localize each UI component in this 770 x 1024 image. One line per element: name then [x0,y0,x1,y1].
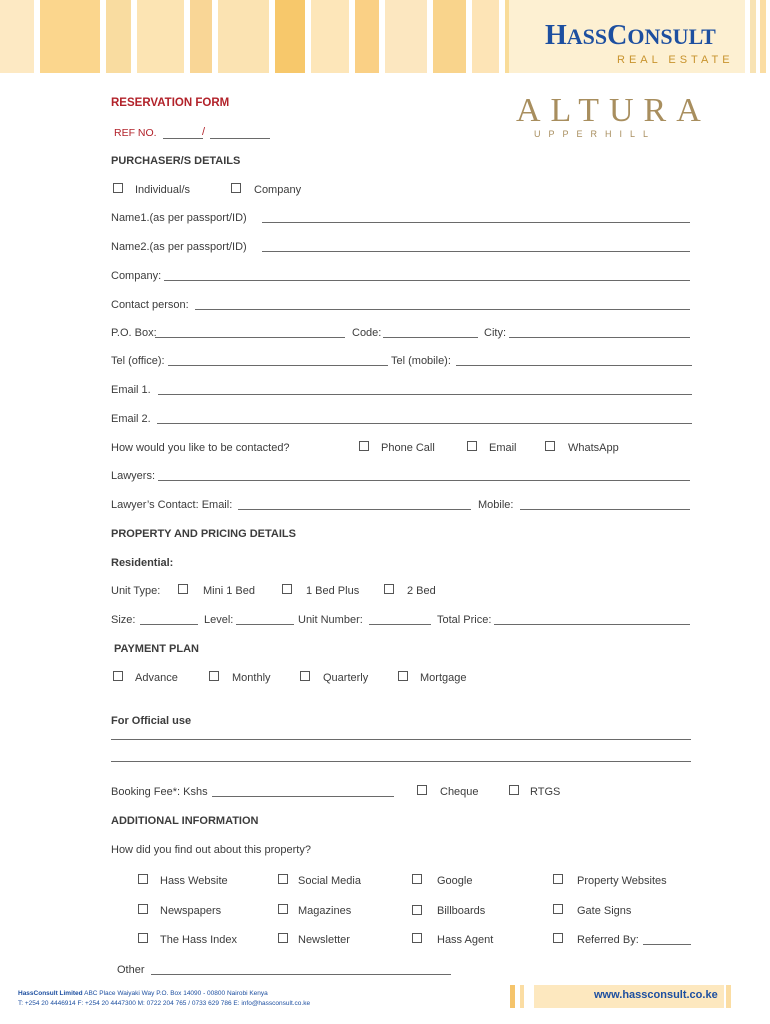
name2-label: Name2.(as per passport/ID) [111,241,247,253]
header-stripe [218,0,269,73]
whatsapp-label: WhatsApp [568,442,619,454]
property-websites-label: Property Websites [577,875,667,887]
cheque-checkbox[interactable] [417,785,427,795]
contact-question: How would you like to be contacted? [111,442,290,454]
tel-mobile-label: Tel (mobile): [391,355,451,367]
2-bed-label: 2 Bed [407,585,436,597]
size-label: Size: [111,614,136,626]
quarterly-checkbox[interactable] [300,671,310,681]
newsletter-checkbox[interactable] [278,933,288,943]
ref-field-2[interactable] [210,138,270,139]
contact-person-label: Contact person: [111,299,189,311]
code-field[interactable] [383,337,478,338]
purchaser-heading: PURCHASER/S DETAILS [111,155,241,167]
footer-stripe [726,985,731,1008]
city-field[interactable] [509,337,690,338]
find-out-question: How did you find out about this property? [111,844,311,856]
code-label: Code: [352,327,382,339]
magazines-checkbox[interactable] [278,904,288,914]
newspapers-checkbox[interactable] [138,904,148,914]
footer-stripe [510,985,515,1008]
residential-heading: Residential: [111,557,174,569]
ref-separator: / [202,126,206,138]
payment-heading: PAYMENT PLAN [114,643,199,655]
gate-signs-label: Gate Signs [577,905,632,917]
hass-website-label: Hass Website [160,875,228,887]
lawyer-mobile-field[interactable] [520,509,690,510]
unit-type-label: Unit Type: [111,585,161,597]
tel-office-field[interactable] [168,365,388,366]
header-stripes [0,0,505,73]
gate-signs-checkbox[interactable] [553,904,563,914]
mini-1-bed-label: Mini 1 Bed [203,585,255,597]
phone-call-label: Phone Call [381,442,435,454]
tel-mobile-field[interactable] [456,365,692,366]
total-price-field[interactable] [494,624,690,625]
official-use-line-2[interactable] [111,761,691,762]
name1-field[interactable] [262,222,690,223]
additional-heading: ADDITIONAL INFORMATION [111,815,259,827]
individual-label: Individual/s [135,184,191,196]
name1-label: Name1.(as per passport/ID) [111,212,247,224]
header-stripe [355,0,379,73]
hass-agent-checkbox[interactable] [412,933,422,943]
project-logo: ALTURA [516,92,711,129]
mini-1-bed-checkbox[interactable] [178,584,188,594]
mortgage-checkbox[interactable] [398,671,408,681]
other-label: Other [117,964,145,976]
company-logo [505,0,745,73]
lawyer-mobile-label: Mobile: [478,499,514,511]
lawyer-email-field[interactable] [238,509,471,510]
social-media-label: Social Media [298,875,361,887]
cheque-label: Cheque [440,786,479,798]
tel-office-label: Tel (office): [111,355,165,367]
magazines-label: Magazines [298,905,352,917]
level-field[interactable] [236,624,294,625]
header-stripe [0,0,34,73]
booking-fee-label: Booking Fee*: Kshs [111,786,208,798]
city-label: City: [484,327,506,339]
email1-field[interactable] [158,394,692,395]
company-option-label: Company [254,184,302,196]
google-label: Google [437,875,473,887]
header-stripe [275,0,305,73]
header-stripe [472,0,499,73]
advance-checkbox[interactable] [113,671,123,681]
newspapers-label: Newspapers [160,905,222,917]
billboards-label: Billboards [437,905,486,917]
advance-label: Advance [135,672,178,684]
other-field[interactable] [151,974,451,975]
google-checkbox[interactable] [412,874,422,884]
lawyer-email-label: Lawyer’s Contact: Email: [111,499,233,511]
1-bed-plus-checkbox[interactable] [282,584,292,594]
hass-index-checkbox[interactable] [138,933,148,943]
po-box-label: P.O. Box: [111,327,157,339]
property-websites-checkbox[interactable] [553,874,563,884]
billboards-checkbox[interactable] [412,905,422,915]
header-stripe [311,0,349,73]
company-checkbox[interactable] [231,183,241,193]
company-field[interactable] [164,280,690,281]
referred-by-label: Referred By: [577,934,639,946]
ref-label: REF NO. [114,127,157,139]
official-use-heading: For Official use [111,715,192,727]
referred-by-checkbox[interactable] [553,933,563,943]
level-label: Level: [204,614,234,626]
official-use-line-1[interactable] [111,739,691,740]
header-stripe [137,0,184,73]
individual-checkbox[interactable] [113,183,123,193]
header-edge-stripe [750,0,756,73]
header-stripe [190,0,211,73]
email1-label: Email 1. [111,384,151,396]
social-media-checkbox[interactable] [278,874,288,884]
email-contact-label: Email [489,442,517,454]
rtgs-label: RTGS [530,786,561,798]
form-title: RESERVATION FORM [111,97,230,109]
1-bed-plus-label: 1 Bed Plus [306,585,360,597]
email2-field[interactable] [157,423,692,424]
project-location: UPPERHILL [534,129,657,139]
header-stripe [385,0,428,73]
company-label: Company: [111,270,162,282]
website-link[interactable]: www.hassconsult.co.ke [594,989,718,1001]
logo-tagline: REAL ESTATE [617,54,734,66]
logo-wordmark: HASSCONSULT [545,20,716,51]
rtgs-checkbox[interactable] [509,785,519,795]
header-edge-stripe [760,0,766,73]
po-box-field[interactable] [155,337,345,338]
total-price-label: Total Price: [437,614,492,626]
name2-field[interactable] [262,251,690,252]
unit-number-field[interactable] [369,624,431,625]
2-bed-checkbox[interactable] [384,584,394,594]
footer-stripe [520,985,524,1008]
monthly-label: Monthly [232,672,271,684]
hass-agent-label: Hass Agent [437,934,494,946]
monthly-checkbox[interactable] [209,671,219,681]
whatsapp-checkbox[interactable] [545,441,555,451]
property-heading: PROPERTY AND PRICING DETAILS [111,528,296,540]
hass-index-label: The Hass Index [160,934,238,946]
footer-website-box [534,985,724,1008]
referred-by-field[interactable] [643,944,691,945]
booking-fee-field[interactable] [212,796,394,797]
quarterly-label: Quarterly [323,672,369,684]
header-stripe [40,0,100,73]
phone-call-checkbox[interactable] [359,441,369,451]
hass-website-checkbox[interactable] [138,874,148,884]
size-field[interactable] [140,624,198,625]
footer-contacts: T: +254 20 4446914 F: +254 20 4447300 M: 0722 204 765 / 0733 629 786 E: info@hassconsult.co.ke [18,1000,311,1007]
footer-address: HassConsult Limited ABC Place Waiyaki Way P.O. Box 14090 - 00800 Nairobi Kenya [18,990,268,997]
newsletter-label: Newsletter [298,934,350,946]
unit-number-label: Unit Number: [298,614,363,626]
email2-label: Email 2. [111,413,151,425]
lawyers-label: Lawyers: [111,470,156,482]
email-contact-checkbox[interactable] [467,441,477,451]
contact-person-field[interactable] [195,309,690,310]
header-stripe [433,0,465,73]
mortgage-label: Mortgage [420,672,467,684]
lawyers-field[interactable] [158,480,690,481]
ref-field-1[interactable] [163,138,203,139]
header-stripe [106,0,132,73]
